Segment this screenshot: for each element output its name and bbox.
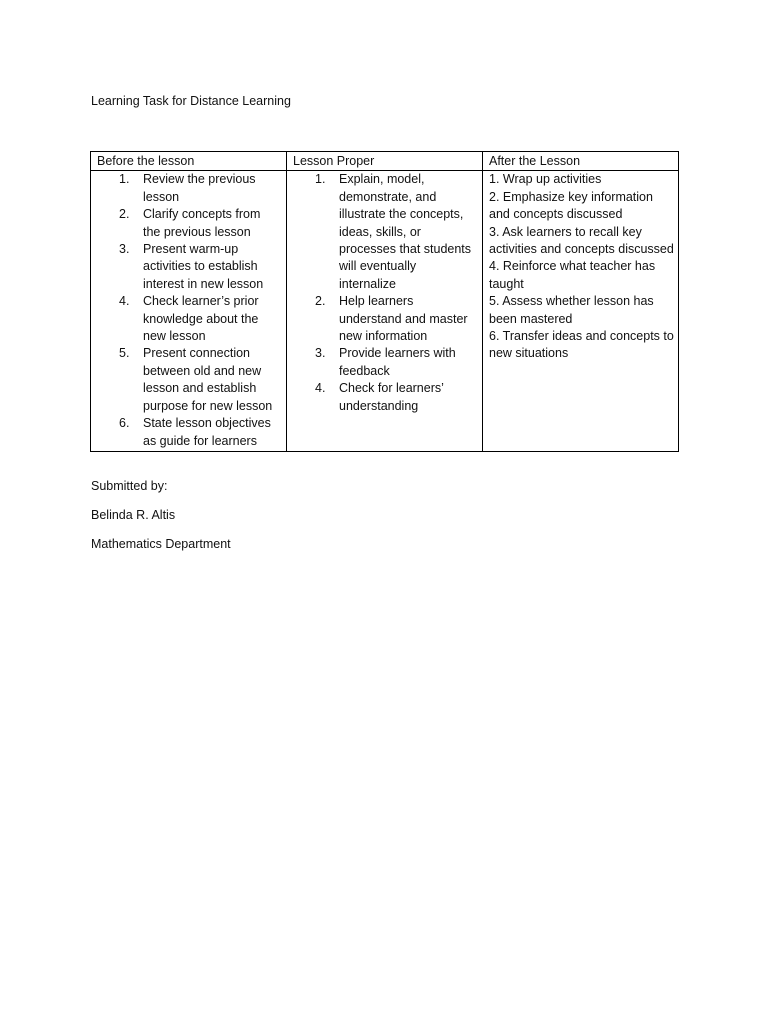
list-item — [293, 293, 478, 345]
lesson-proper-cell — [287, 171, 483, 452]
item-text: Clarify concepts from the previous lesson — [143, 207, 261, 239]
learning-task-table — [90, 151, 679, 452]
before-lesson-cell — [91, 171, 287, 452]
item-number: 1. — [119, 172, 130, 187]
item-number: 2. — [315, 294, 326, 309]
list-item — [97, 171, 282, 206]
table-row — [91, 171, 679, 452]
submitted-by-label: Submitted by: — [91, 479, 168, 493]
after-lesson-list — [489, 171, 674, 362]
list-item: 1. Wrap up activities — [489, 172, 602, 187]
list-item — [293, 345, 478, 380]
item-text: Provide learners with feedback — [339, 346, 456, 378]
item-number: 6. — [119, 416, 130, 431]
item-text: Check learner’s prior knowledge about the new lesson — [143, 294, 259, 344]
list-item: 5. Assess whether lesson has been mastered — [489, 294, 654, 326]
list-item — [293, 171, 478, 293]
lesson-proper-list — [293, 171, 478, 415]
author-name: Belinda R. Altis — [91, 508, 176, 522]
document-title: Learning Task for Distance Learning — [91, 94, 291, 108]
table-header-row — [91, 152, 679, 171]
list-item: 2. Emphasize key information and concepts discussed — [489, 189, 653, 222]
list-item — [97, 241, 282, 293]
item-number: 4. — [315, 381, 326, 396]
item-number: 4. — [119, 294, 130, 309]
item-text: Present connection between old and new lesson and establish purpose for new lesson — [143, 346, 273, 413]
item-number: 1. — [315, 172, 326, 187]
list-item — [97, 415, 282, 450]
after-lesson-cell — [483, 171, 679, 452]
list-item: 4. Reinforce what teacher has taught — [489, 259, 656, 291]
list-item: 3. Ask learners to recall key activities and concepts discussed — [489, 224, 674, 257]
item-text: Present warm-up activities to establish interest in new lesson — [143, 242, 264, 291]
item-number: 3. — [315, 346, 326, 361]
item-number: 5. — [119, 346, 130, 361]
before-lesson-list — [97, 171, 282, 450]
item-text: Check for learners’ understanding — [339, 381, 444, 413]
list-item: 6. Transfer ideas and concepts to new situations — [489, 329, 674, 361]
header-before-lesson: Before the lesson — [91, 152, 287, 171]
item-number: 2. — [119, 207, 130, 222]
list-item — [97, 206, 282, 241]
item-text: Explain, model, demonstrate, and illustrate the concepts, ideas, skills, or processes that students will eventually internalize — [339, 172, 472, 291]
item-text: State lesson objectives as guide for learners — [143, 416, 271, 448]
list-item — [97, 345, 282, 415]
list-item — [97, 293, 282, 345]
header-lesson-proper: Lesson Proper — [287, 152, 483, 171]
item-text: Help learners understand and master new information — [339, 294, 468, 344]
item-number: 3. — [119, 242, 130, 257]
item-text: Review the previous lesson — [143, 172, 256, 204]
header-after-lesson: After the Lesson — [483, 152, 679, 171]
department-name: Mathematics Department — [91, 537, 231, 551]
list-item — [293, 380, 478, 415]
